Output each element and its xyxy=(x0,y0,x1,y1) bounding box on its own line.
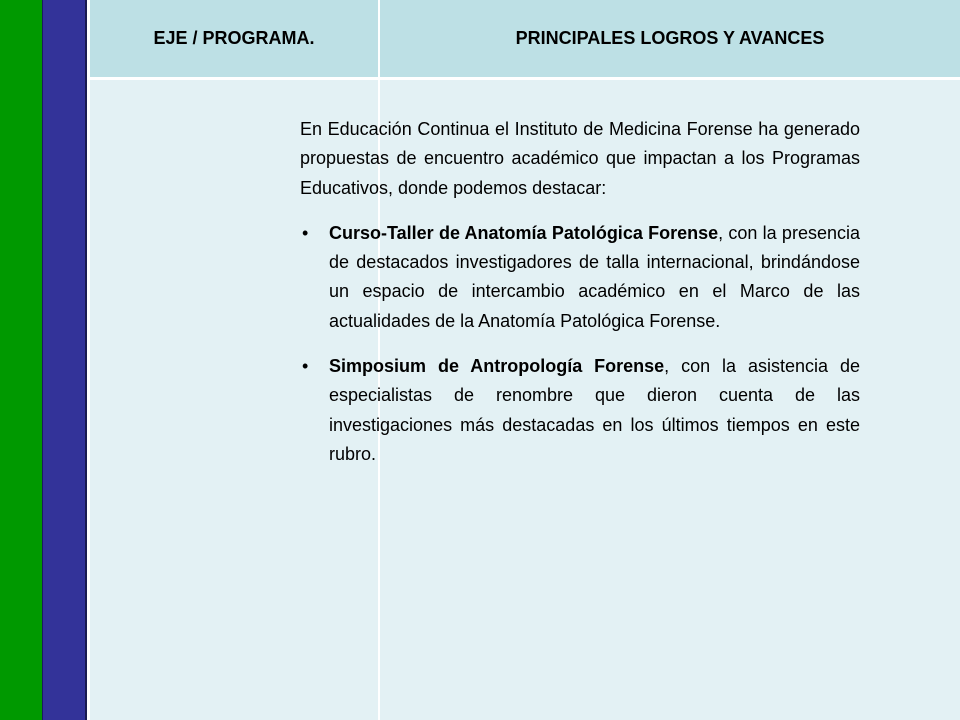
bullet-icon: • xyxy=(302,222,309,243)
bullet-icon: • xyxy=(302,356,309,377)
list-item xyxy=(300,219,860,336)
intro-paragraph: En Educación Continua el Instituto de Medicina Forense ha generado propuestas de encuentro académico que impactan a los Programas Educativos, donde podemos destacar: xyxy=(300,119,860,198)
item-title: Simposium de Antropología Forense xyxy=(329,356,665,377)
header-main-achievements-label: PRINCIPALES LOGROS Y AVANCES xyxy=(515,28,825,48)
left-stripe-green xyxy=(0,0,42,720)
achievements-content xyxy=(300,115,860,485)
achievement-list xyxy=(300,219,860,469)
item-text: , con la asistencia de especialistas de renombre que dieron cuenta de las investigaciones más destacadas en los últimos tiempos en este rubro. xyxy=(329,356,861,464)
item-text: , con la presencia de destacados investigadores de talla internacional, brindándose un espacio de intercambio académico en el Marco de las actualidades de la Anatomía Patológica Forense. xyxy=(329,222,860,331)
item-title: Curso-Taller de Anatomía Patológica Forense xyxy=(329,222,719,243)
header-main-achievements xyxy=(380,0,960,77)
list-item xyxy=(300,352,860,469)
left-stripe-blue xyxy=(42,0,87,720)
header-axis-program-label: EJE / PROGRAMA. xyxy=(153,28,315,48)
header-axis-program xyxy=(90,0,378,77)
